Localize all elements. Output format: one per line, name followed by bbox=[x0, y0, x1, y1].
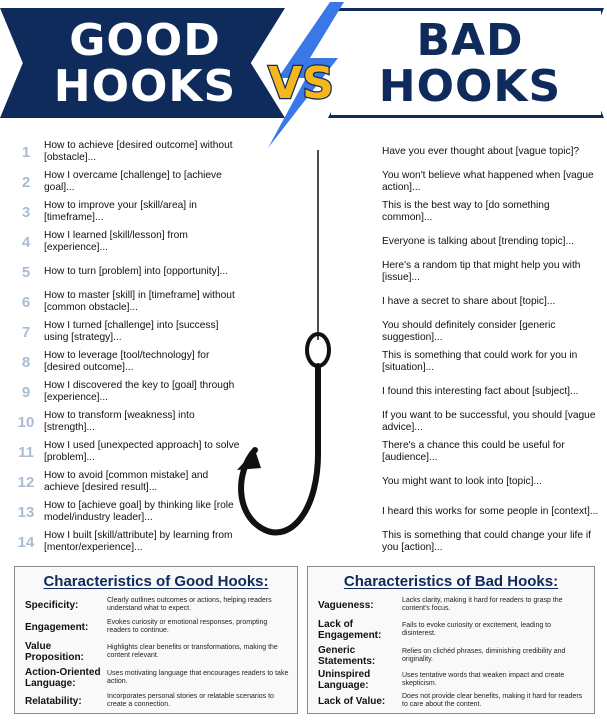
bad-hook-item bbox=[382, 497, 602, 527]
good-hook-item bbox=[8, 437, 240, 467]
bad-hook-item bbox=[382, 137, 602, 167]
characteristic-desc: Uses tentative words that weaken impact and create skepticism. bbox=[402, 672, 565, 687]
characteristic-label: Specificity: bbox=[25, 599, 79, 611]
bad-characteristics-title: Characteristics of Bad Hooks: bbox=[343, 573, 559, 590]
characteristic-label: Vagueness: bbox=[318, 599, 374, 611]
bad-hook-text: You won't believe what happened when [vague action]... bbox=[382, 170, 594, 193]
characteristic-label: Value Proposition: bbox=[25, 641, 84, 663]
characteristic-row bbox=[25, 597, 289, 613]
item-number: 3 bbox=[21, 203, 31, 221]
good-hooks-title: GOOD HOOKS bbox=[53, 15, 237, 112]
bad-hook-text: I heard this works for some people in [context]... bbox=[382, 506, 599, 517]
bad-hook-item bbox=[382, 257, 602, 287]
bad-hook-item bbox=[382, 197, 602, 227]
characteristic-desc: Relies on clichéd phrases, diminishing credibility and originality. bbox=[402, 648, 566, 663]
characteristic-label: Action-Oriented Language: bbox=[25, 667, 101, 689]
bad-hook-text: You should definitely consider [generic suggestion]... bbox=[382, 320, 556, 343]
item-number: 4 bbox=[21, 233, 31, 251]
characteristic-row bbox=[318, 693, 586, 709]
characteristic-desc: Highlights clear benefits or transformations, making the content relevant. bbox=[107, 644, 278, 659]
bad-hook-text: I found this interesting fact about [subject]... bbox=[382, 386, 579, 397]
good-hook-text: How I used [unexpected approach] to solve [problem]... bbox=[44, 440, 240, 463]
bad-hook-item bbox=[382, 527, 602, 557]
bad-characteristics-box bbox=[307, 566, 595, 714]
good-hook-item bbox=[8, 137, 240, 167]
characteristic-row bbox=[25, 667, 289, 689]
bad-hook-text: There's a chance this could be useful for [audience]... bbox=[382, 440, 565, 463]
good-hook-text: How I turned [challenge] into [success] using [strategy]... bbox=[44, 320, 219, 343]
item-number: 1 bbox=[21, 143, 31, 161]
good-hook-item bbox=[8, 527, 240, 557]
bad-hook-item bbox=[382, 227, 602, 257]
good-hook-text: How I overcame [challenge] to [achieve goal]... bbox=[44, 170, 222, 193]
characteristic-label: Uninspired Language: bbox=[318, 669, 371, 691]
bad-hook-text: Here's a random tip that might help you with [issue]... bbox=[382, 260, 581, 283]
good-hook-text: How to turn [problem] into [opportunity]... bbox=[44, 266, 229, 277]
good-hook-item bbox=[8, 467, 240, 497]
bad-hook-item bbox=[382, 467, 602, 497]
vs-badge bbox=[238, 0, 368, 150]
characteristic-desc: Incorporates personal stories or relatable scenarios to create a connection. bbox=[107, 693, 274, 708]
good-hook-text: How I discovered the key to [goal] through [experience]... bbox=[44, 380, 235, 403]
good-hook-item bbox=[8, 167, 240, 197]
fishing-hook-icon bbox=[215, 150, 395, 560]
bad-hook-item bbox=[382, 317, 602, 347]
bad-hooks-title: BAD HOOKS bbox=[378, 15, 562, 112]
good-hook-item bbox=[8, 347, 240, 377]
characteristic-label: Lack of Engagement: bbox=[318, 619, 382, 641]
good-hook-item bbox=[8, 257, 240, 287]
good-hook-text: How to transform [weakness] into [strength]... bbox=[44, 410, 195, 433]
good-hook-item bbox=[8, 197, 240, 227]
bad-hook-item bbox=[382, 167, 602, 197]
bad-hook-text: This is something that could work for you in [situation]... bbox=[382, 350, 578, 373]
item-number: 12 bbox=[17, 473, 35, 491]
good-hook-text: How I learned [skill/lesson] from [experience]... bbox=[44, 230, 188, 253]
item-number: 10 bbox=[17, 413, 35, 431]
characteristic-label: Engagement: bbox=[25, 621, 89, 633]
good-hook-text: How to [achieve goal] by thinking like [role model/industry leader]... bbox=[44, 500, 234, 523]
good-hook-item bbox=[8, 317, 240, 347]
vs-text: VS bbox=[268, 58, 334, 109]
bad-hook-item bbox=[382, 377, 602, 407]
characteristic-desc: Evokes curiosity or emotional responses, prompting readers to continue. bbox=[107, 619, 268, 634]
good-hooks-list bbox=[8, 137, 240, 557]
characteristic-row bbox=[318, 645, 586, 667]
characteristic-desc: Does not provide clear benefits, making it hard for readers to care about the content. bbox=[402, 693, 583, 708]
good-characteristics-title: Characteristics of Good Hooks: bbox=[43, 573, 269, 590]
item-number: 5 bbox=[21, 263, 31, 281]
item-number: 7 bbox=[21, 323, 31, 341]
good-hook-text: How to master [skill] in [timeframe] without [common obstacle]... bbox=[44, 290, 235, 313]
good-characteristics-box bbox=[14, 566, 298, 714]
item-number: 2 bbox=[21, 173, 31, 191]
item-number: 9 bbox=[21, 383, 31, 401]
bad-hook-text: I have a secret to share about [topic]... bbox=[382, 296, 556, 307]
characteristic-row bbox=[25, 619, 289, 635]
lightning-bolt-icon bbox=[238, 0, 368, 150]
bad-hook-item bbox=[382, 287, 602, 317]
good-hook-text: How to avoid [common mistake] and achieve [desired result]... bbox=[44, 470, 209, 493]
characteristic-desc: Uses motivating language that encourages readers to take action. bbox=[107, 670, 289, 685]
good-hook-item bbox=[8, 227, 240, 257]
item-number: 11 bbox=[18, 443, 34, 461]
characteristic-row bbox=[318, 619, 586, 641]
bad-hook-item bbox=[382, 437, 602, 467]
characteristic-row bbox=[25, 641, 289, 663]
characteristic-label: Lack of Value: bbox=[318, 695, 386, 707]
characteristic-desc: Lacks clarity, making it hard for readers to grasp the content's focus. bbox=[402, 597, 563, 612]
characteristic-row bbox=[318, 669, 586, 691]
bad-hook-text: Everyone is talking about [trending topic]... bbox=[382, 236, 574, 247]
item-number: 14 bbox=[17, 533, 35, 551]
characteristic-label: Relatability: bbox=[25, 695, 82, 707]
bad-hook-text: This is the best way to [do something common]... bbox=[382, 200, 550, 223]
item-number: 13 bbox=[17, 503, 35, 521]
good-hook-item bbox=[8, 377, 240, 407]
characteristic-label: Generic Statements: bbox=[318, 645, 376, 667]
characteristic-row bbox=[318, 597, 586, 613]
bad-hook-text: This is something that could change your life if you [action]... bbox=[382, 530, 591, 553]
good-hook-text: How I built [skill/attribute] by learning from [mentor/experience]... bbox=[44, 530, 233, 553]
characteristic-desc: Fails to evoke curiosity or excitement, leading to disinterest. bbox=[402, 622, 552, 637]
good-hook-text: How to improve your [skill/area] in [timeframe]... bbox=[44, 200, 197, 223]
good-hook-item bbox=[8, 287, 240, 317]
good-hook-text: How to leverage [tool/technology] for [desired outcome]... bbox=[44, 350, 210, 373]
bad-hook-item bbox=[382, 347, 602, 377]
good-hook-item bbox=[8, 407, 240, 437]
item-number: 8 bbox=[21, 353, 31, 371]
bad-hook-text: You might want to look into [topic]... bbox=[382, 476, 542, 487]
good-hook-item bbox=[8, 497, 240, 527]
bad-hooks-list bbox=[382, 137, 602, 557]
bad-hook-item bbox=[382, 407, 602, 437]
bad-hook-text: Have you ever thought about [vague topic]? bbox=[382, 146, 580, 157]
item-number: 6 bbox=[21, 293, 31, 311]
characteristic-desc: Clearly outlines outcomes or actions, helping readers understand what to expect. bbox=[107, 597, 272, 612]
characteristic-row bbox=[25, 693, 289, 709]
good-hook-text: How to achieve [desired outcome] without [obstacle]... bbox=[44, 140, 233, 163]
bad-hook-text: If you want to be successful, you should [vague advice]... bbox=[382, 410, 596, 433]
